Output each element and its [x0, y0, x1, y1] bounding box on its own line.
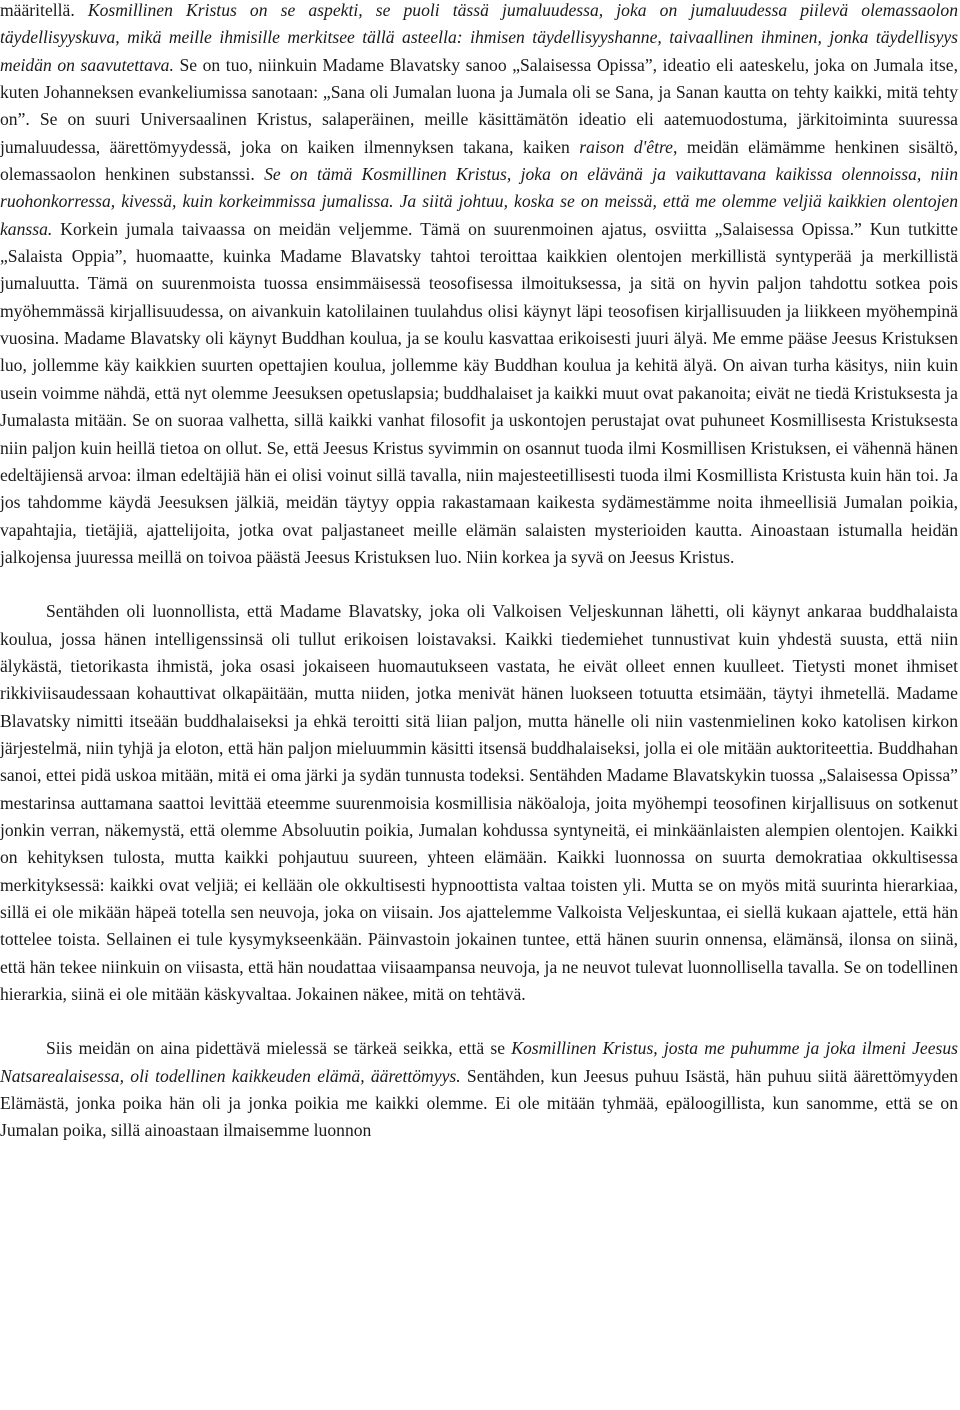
paragraph-gap: [0, 1008, 958, 1035]
text-span: Korkein jumala taivaassa on meidän veljemme. Tämä on suurenmoinen ajatus, osviitta „Salaisessa Opissa.” Kun tutkitte „Salaista Oppia”, huomaatte, kuinka Madame Blavatsky tahtoi teroittaa kaikkien olentojen merkillistä syntyperää ja merkillistä jumaluutta. Tämä on suurenmoista tuossa ensimmäisessä teosofisessa ilmoituksessa, ja sitä on hyvin paljon tahdottu sotkea pois myöhemmässä kirjallisuudessa, on aivankuin katolilainen tuulahdus olisi käynyt läpi teosofisen kirjallisuuden ja liikkeen myöhempinä vuosina. Madame Blavatsky oli käynyt Buddhan koulua, ja se koulu kasvattaa erikoisesti juuri älyä. Me emme pääse Jeesus Kristuksen luo, jollemme käy kaikkien suurten opettajien koulua, jollemme käy Buddhan koulua ja kehitä älyä. On aivan turha käsitys, niin kuin usein voimme nähdä, että nyt olemme Jeesuksen opetuslapsia; buddhalaiset ja kaikki muut ovat pakanoita; eivät ne tiedä Kristuksesta ja Jumalasta mitään. Se on suoraa valhetta, sillä kaikki vanhat filosofit ja uskontojen perustajat ovat puhuneet Kosmillisesta Kristuksesta niin paljon kuin heillä tietoa on ollut. Se, että Jeesus Kristus syvimmin on osannut tuoda ilmi Kosmillisen Kristuksen, ei vähennä hänen edeltäjiensä arvoa: ilman edeltäjiä hän ei olisi voinut sillä tavalla, niin majesteetillisesti tuoda ilmi Kosmillista Kristusta kuin hän toi. Ja jos tahdomme käydä Jeesuksen jälkiä, meidän täytyy oppia rakastamaan kaikesta sydämestämme noita ihmeellisiä Jumalan poikia, vapahtajia, tietäjiä, ajattelijoita, jotka ovat paljastaneet meille elämän salaisten mysterioiden kautta. Ainoastaan istumalla heidän jalkojensa juuressa meillä on toivoa päästä Jeesus Kristuksen luo. Niin korkea ja syvä on Jeesus Kristus.: [0, 218, 958, 567]
text-span: Sentähden, kun Jeesus puhuu Isästä, hän puhuu siitä äärettömyyden Elämästä, jonka poika hän oli ja jonka poikia me kaikki olemme. Ei ole mitään tyhmää, epäloogillista, kun sanomme, että se on Jumalan poika, sillä ainoastaan ilmaisemme luonnon: [0, 1065, 958, 1141]
italic-span: Kosmillinen Kristus on se aspekti, se puoli tässä jumaluudessa, joka on jumaluudessa piilevä olemassaolon täydellisyyskuva, mikä meille ihmisille merkitsee tällä asteella: ihmisen täydellisyyshanne, taivaallinen ihminen, jonka täydellisyys meidän on saavutettava.: [0, 0, 958, 75]
text-span: Se on tuo, niinkuin Madame Blavatsky sanoo „Salaisessa Opissa”, ideatio eli aateskelu, joka on Jumala itse, kuten Johanneksen evankeliumissa sanotaan: „Sana oli Jumalan luona ja Jumala oli se Sana, ja Sanan kautta on tehty kaikki, mitä tehty on”. Se on suuri Universaalinen Kristus, salaperäinen, meille käsittämätön ideatio eli aatemuodostuma, järkitoiminta suuressa jumaluudessa, äärettömyydessä, joka on kaiken ilmennyksen takana, kaiken: [0, 54, 958, 157]
italic-span: raison d'être: [579, 136, 673, 157]
text-span: Sentähden oli luonnollista, että Madame Blavatsky, joka oli Valkoisen Veljeskunnan lähetti, oli käynyt ankaraa buddhalaista koulua, jossa hänen intelligenssinsä oli tullut erikoisen loistavaksi. Kaikki tiedemiehet tunnustivat kuin yhdestä suusta, että niin älykästä, tietorikasta ihmistä, joka osasi jokaiseen huomautukseen vastata, he eivät olleet ennen kuulleet. Tietysti monet ihmiset rikkiviisaudessaan kohauttivat olkapäitään, mutta niiden, jotka menivät hänen luokseen totuutta etsimään, täytyi ihmetellä. Madame Blavatsky nimitti itseään buddhalaiseksi ja ehkä teroitti sitä liian paljon, mutta hänelle oli niin vastenmielinen koko katolisen kirkon järjestelmä, niin tyhjä ja eloton, että hän paljon mieluummin käsitti itsensä buddhalaiseksi, jolla ei ole mitään auktoriteettia. Buddhahan sanoi, ettei pidä uskoa mitään, mitä ei oma järki ja sydän tunnusta todeksi. Sentähden Madame Blavatskykin tuossa „Salaisessa Opissa” mestarinsa auttamana saattoi levittää eteemme suurenmoisia kosmillisia näköaloja, joita myöhempi teosofinen kirjallisuus on sotkenut jonkin verran, näkemystä, että olemme Absoluutin poikia, Jumalan kohdussa syntyneitä, ei minkäänlaisten alempien olentojen. Kaikki on kehityksen tulosta, mutta kaikki pohjautuu suureen, yhteen elämään. Kaikki luonnossa on suurta demokratiaa okkultisessa merkityksessä: kaikki ovat veljiä; ei kellään ole okkultisesti hypnoottista valtaa toisten yli. Mutta se on myös mitä suurinta hierarkiaa, sillä ei ole mikään häpeä totella sen neuvoja, joka on viisain. Jos ajattelemme Valkoista Veljeskuntaa, ei siellä kukaan ajattele, että hän tottelee toista. Sellainen ei tule kysymykseenkään. Päinvastoin jokainen tuntee, että hänen suurin onnensa, elämänsä, ilonsa on siinä, että hän tekee niinkuin on viisasta, että hän noudattaa viisaampansa neuvoja, ja ne neuvot tulevat luonnollisella tavalla. Se on todellinen hierarkia, siinä ei ole mitään käskyvaltaa. Jokainen näkee, mitä on tehtävä.: [0, 601, 958, 1005]
italic-span: Se on tämä Kosmillinen Kristus, joka on elävänä ja vaikuttavana kaikissa olennoissa, niin ruohonkorressa, kivessä, kuin korkeimmissa jumalissa. Ja siitä johtuu, koska se on meissä, että me olemme veljiä kaikkien olentojen kanssa.: [0, 164, 959, 239]
paragraph-gap: [0, 571, 958, 598]
paragraph-blavatsky: [0, 598, 958, 1008]
text-span: määritellä.: [0, 0, 88, 20]
paragraph-cosmic-christ: [0, 0, 958, 571]
text-span: Siis meidän on aina pidettävä mielessä se tärkeä seikka, että se: [46, 1038, 512, 1059]
italic-span: Kosmillinen Kristus, josta me puhumme ja joka ilmeni Jeesus Natsarealaisessa, oli todellinen kaikkeuden elämä, äärettömyys.: [0, 1038, 958, 1086]
text-span: , meidän elämämme henkinen sisältö, olemassaolon henkinen substanssi.: [0, 136, 958, 185]
paragraph-conclusion: [0, 1035, 958, 1144]
